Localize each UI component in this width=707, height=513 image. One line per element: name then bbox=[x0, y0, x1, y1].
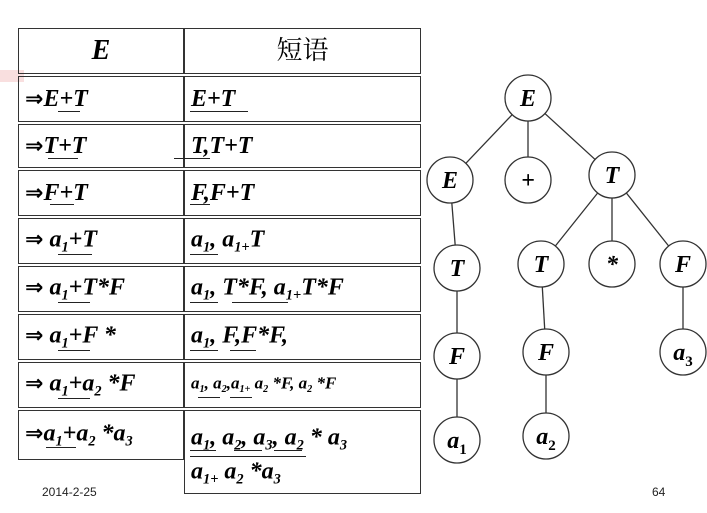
svg-text:E: E bbox=[519, 86, 537, 112]
tree-node-a2 bbox=[523, 413, 569, 459]
phrases-row-1: E+T bbox=[184, 76, 421, 122]
phrases-row-4: $a_1$, $a_{1+}T$ bbox=[184, 218, 421, 264]
phrases-row-3: F,F+T bbox=[184, 170, 421, 216]
table-header-derivation: E bbox=[18, 28, 184, 74]
tree-edge-T_right-T_under_T bbox=[555, 193, 597, 246]
tree-node-a1 bbox=[434, 417, 480, 463]
tree-node-F_under_T2 bbox=[523, 329, 569, 375]
tree-node-T_under_T bbox=[518, 241, 564, 287]
svg-text:a1: $a_1$ bbox=[447, 428, 467, 458]
derivation-row-5: ⇒ $a_1+T*F$ bbox=[18, 266, 184, 312]
phrases-row-5: $a_1$, T*F, $a_{1+}T*F$ bbox=[184, 266, 421, 312]
svg-text:F: F bbox=[537, 340, 555, 366]
slide-page-number: 64 bbox=[652, 485, 666, 499]
svg-text:T: T bbox=[449, 256, 465, 282]
tree-node-T_under_E bbox=[434, 245, 480, 291]
derivation-row-2: ⇒T+T bbox=[18, 124, 184, 168]
derivation-row-1: ⇒E+T bbox=[18, 76, 184, 122]
table-header-phrases: 短语 bbox=[184, 28, 421, 74]
tree-node-plus bbox=[505, 157, 551, 203]
phrases-row-7: $a_1$, $a_2,a_{1+}$ $a_2$ *F, $a_2$ *F bbox=[184, 362, 421, 408]
svg-text:T: T bbox=[604, 163, 620, 189]
derivation-row-8: $\Rightarrow a_1+a_2$ $*a_3$ bbox=[18, 410, 184, 460]
tree-node-F_right bbox=[660, 241, 706, 287]
tree-edge-T_right-F_right bbox=[626, 193, 668, 246]
svg-text:*: * bbox=[606, 252, 618, 278]
tree-edge-T_under_T-F_under_T2 bbox=[542, 287, 544, 329]
derivation-row-7: ⇒ $a_1+a_2$ *F bbox=[18, 362, 184, 408]
slide-date: 2014-2-25 bbox=[42, 485, 97, 499]
svg-text:F: F bbox=[674, 252, 692, 278]
svg-text:F: F bbox=[448, 344, 466, 370]
tree-node-E_left bbox=[427, 157, 473, 203]
svg-text:a3: $a_3$ bbox=[673, 340, 693, 370]
derivation-row-6: ⇒ $a_1+F$ * bbox=[18, 314, 184, 360]
svg-text:E: E bbox=[441, 168, 459, 194]
tree-node-F_under_T1 bbox=[434, 333, 480, 379]
svg-text:+: + bbox=[521, 168, 535, 194]
phrases-row-8: $a_1$, $a_2$, $a_3$, $a_2 * a_3$ $a_{1+}$ $a_2$ $*a_3$ bbox=[184, 410, 421, 494]
tree-node-a3 bbox=[660, 329, 706, 375]
svg-text:T: T bbox=[533, 252, 549, 278]
phrases-row-2: T,T+T bbox=[184, 124, 421, 168]
derivation-row-4: ⇒ $a_1+T$ bbox=[18, 218, 184, 264]
tree-node-T_right bbox=[589, 152, 635, 198]
tree-edge-root_E-T_right bbox=[545, 114, 595, 160]
svg-text:a2: $a_2$ bbox=[536, 424, 556, 454]
tree-edge-E_left-T_under_E bbox=[452, 203, 455, 245]
phrases-row-6: $a_1$, F,F*F, bbox=[184, 314, 421, 360]
tree-node-root_E bbox=[505, 75, 551, 121]
derivation-row-3: ⇒F+T bbox=[18, 170, 184, 216]
tree-edge-root_E-E_left bbox=[466, 115, 512, 164]
tree-node-star bbox=[589, 241, 635, 287]
